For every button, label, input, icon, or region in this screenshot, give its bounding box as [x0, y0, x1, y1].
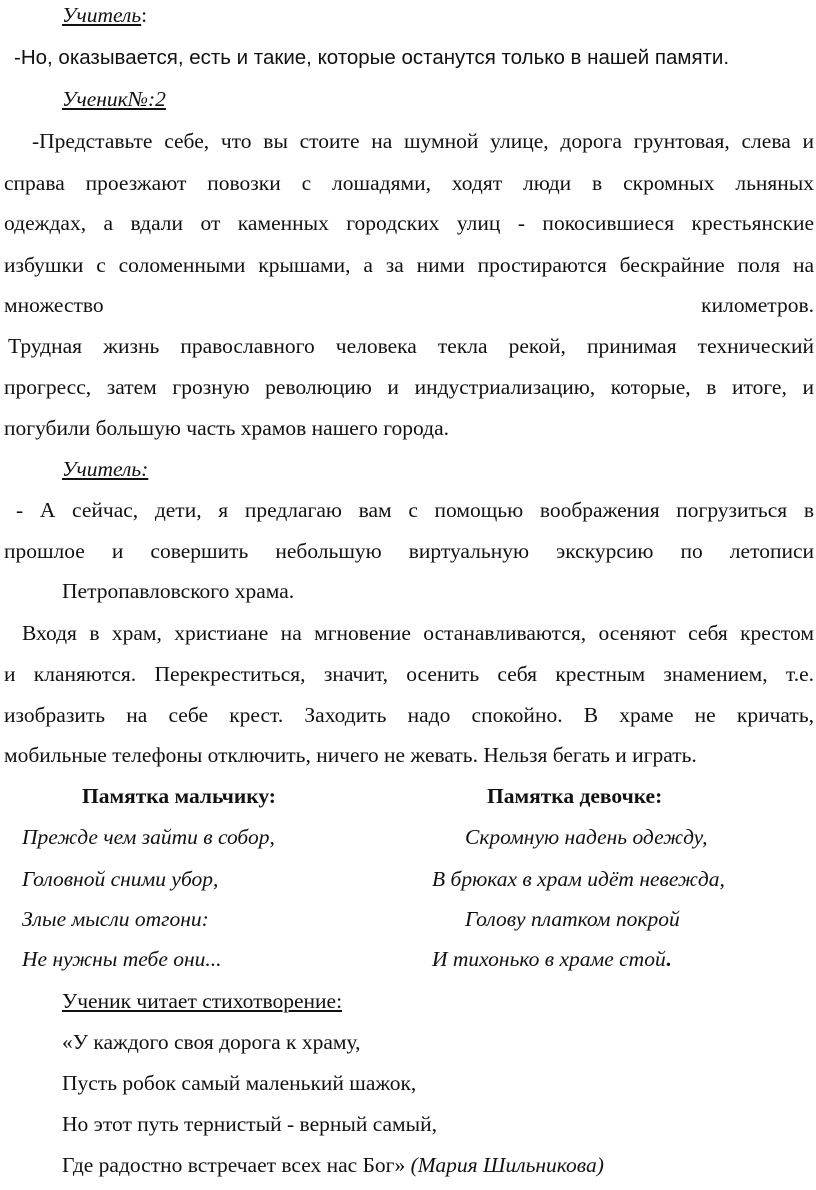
poem-line: Где радостно встречает всех нас Бог» (Мария Шильникова): [62, 1153, 604, 1177]
teacher-line-1: -Но, оказывается, есть и такие, которые останутся только в нашей памяти.: [14, 46, 730, 69]
memo-boy-title: Памятка мальчику:: [82, 784, 276, 808]
memo-boy-line: Прежде чем зайти в собор,: [22, 825, 275, 849]
memo-girl-line: И тихонько в храме стой.: [432, 947, 672, 971]
speaker-teacher-2: Учитель:: [62, 457, 149, 481]
memo-girl-line: Скромную надень одежду,: [465, 825, 708, 849]
speaker-teacher-1: Учитель:: [62, 3, 148, 27]
memo-girl-title: Памятка девочке:: [487, 784, 663, 808]
memo-boy-line: Головной сними убор,: [22, 867, 219, 891]
speaker-student-2: Ученик№:2: [62, 87, 166, 111]
paragraph-line: погубили большую часть храмов нашего города.: [4, 416, 450, 440]
memo-boy-line: Злые мысли отгони:: [22, 907, 209, 931]
poem-line: Но этот путь тернистый - верный самый,: [62, 1112, 437, 1136]
poem-line: Пусть робок самый маленький шажок,: [62, 1071, 417, 1095]
memo-boy-line: Не нужны тебе они...: [22, 947, 222, 971]
paragraph-line: -Представьте себе, что вы стоите на шумной улице, дорога грунтовая, слева и: [32, 129, 814, 153]
paragraph-line: одеждах, а вдали от каменных городских улиц - покосившиеся крестьянские: [4, 211, 814, 235]
poem-line: «У каждого своя дорога к храму,: [62, 1030, 361, 1054]
paragraph-line: множество километров.: [4, 293, 814, 317]
paragraph-line: прогресс, затем грозную революцию и индустриализацию, которые, в итоге, и: [4, 375, 814, 399]
paragraph-line: избушки с соломенными крышами, а за ними простираются бескрайние поля на: [4, 253, 814, 277]
memo-girl-line: Голову платком покрой: [465, 907, 680, 931]
poem-intro: Ученик читает стихотворение:: [62, 989, 343, 1013]
paragraph-line: и кланяются. Перекреститься, значит, осенить себя крестным знамением, т.е.: [4, 662, 814, 686]
paragraph-line: изобразить на себе крест. Заходить надо спокойно. В храме не кричать,: [4, 703, 814, 727]
paragraph-line: Входя в храм, христиане на мгновение останавливаются, осеняют себя крестом: [22, 621, 814, 645]
poem-author: (Мария Шильникова): [410, 1153, 604, 1177]
memo-girl-line: В брюках в храм идёт невежда,: [432, 867, 725, 891]
paragraph-line: прошлое и совершить небольшую виртуальную экскурсию по летописи: [4, 539, 814, 563]
paragraph-line: справа проезжают повозки с лошадями, ходят люди в скромных льняных: [4, 171, 814, 195]
paragraph-line: Петропавловского храма.: [62, 579, 295, 603]
paragraph-line: - А сейчас, дети, я предлагаю вам с помощью воображения погрузиться в: [16, 498, 814, 522]
paragraph-line: Трудная жизнь православного человека текла рекой, принимая технический: [8, 334, 814, 358]
paragraph-line: мобильные телефоны отключить, ничего не жевать. Нельзя бегать и играть.: [4, 743, 697, 767]
